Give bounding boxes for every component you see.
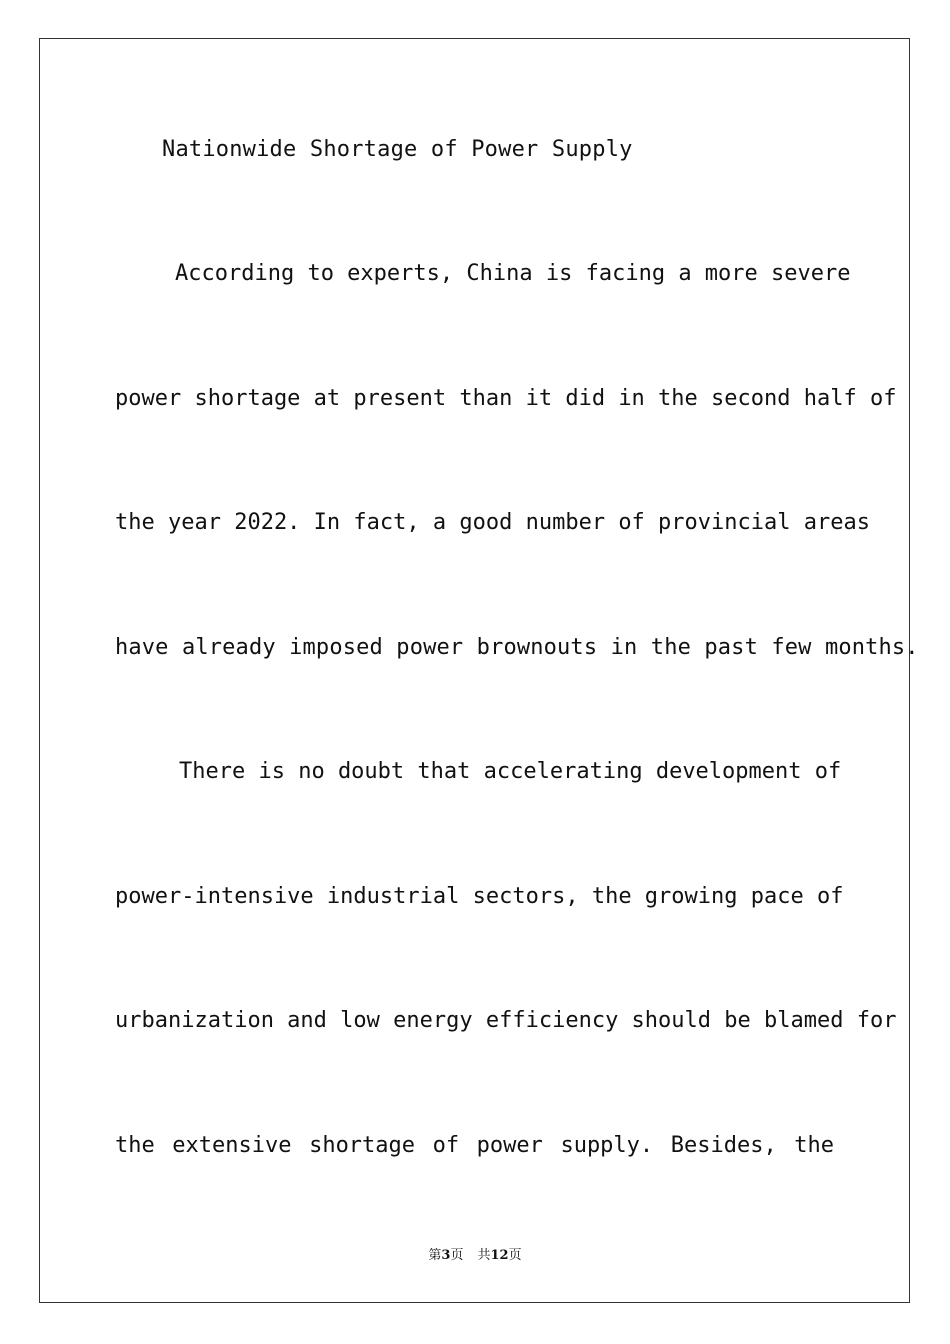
paragraph-line: the year 2022. In fact, a good number of provincial areas [115,510,870,535]
total-suffix: 页 [508,1248,522,1263]
total-pages: 12 [490,1248,509,1263]
page-prefix: 第 [428,1248,442,1263]
paragraph-line: urbanization and low energy efficiency should be blamed for [115,1008,897,1033]
paragraph-line: have already imposed power brownouts in the past few months. [115,635,919,660]
document-title: Nationwide Shortage of Power Supply [162,137,633,162]
paragraph-line: power-intensive industrial sectors, the growing pace of [115,884,844,909]
paragraph-line: power shortage at present than it did in the second half of [115,386,897,411]
paragraph-line: There is no doubt that accelerating development of [179,759,842,784]
paragraph-line: the extensive shortage of power supply. Besides, the [115,1133,834,1158]
page-number: 3 [441,1248,451,1263]
total-prefix: 共 [477,1248,491,1263]
page-suffix: 页 [450,1248,464,1263]
page-frame [39,38,919,1303]
page-footer [0,1247,950,1265]
paragraph-line: According to experts, China is facing a more severe [175,261,851,286]
